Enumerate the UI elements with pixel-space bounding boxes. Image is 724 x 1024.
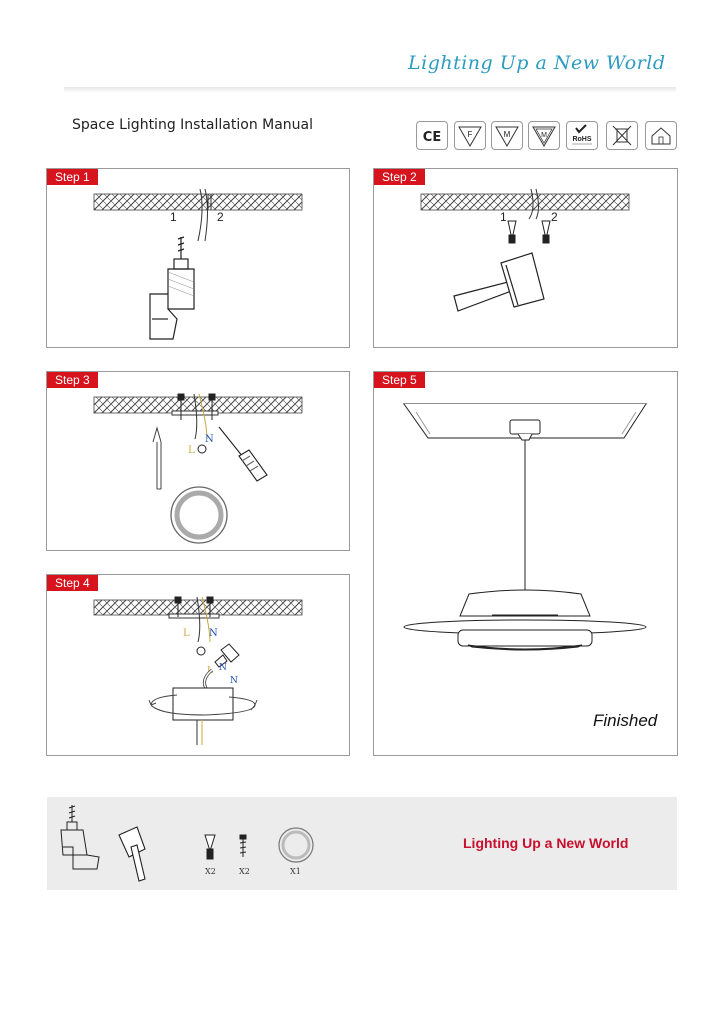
step-2-label: Step 2 <box>374 169 425 185</box>
up-arrow-icon <box>153 428 161 489</box>
hammer-icon <box>454 253 544 311</box>
anchor-screw-icon <box>205 835 215 859</box>
step-3-panel <box>46 371 350 551</box>
footer-parts-panel <box>47 797 677 890</box>
indoor-use-icon <box>645 121 677 150</box>
header-tagline: Lighting Up a New World <box>408 52 666 74</box>
hammer-icon <box>119 827 145 881</box>
screw-icon <box>240 835 246 857</box>
step-1-panel <box>46 168 350 348</box>
ground-terminal <box>198 445 206 453</box>
svg-text:L: L <box>207 666 213 676</box>
svg-text:L: L <box>183 628 190 639</box>
svg-text:2: 2 <box>217 210 224 224</box>
header-divider <box>64 87 676 93</box>
anchor-screw-icon <box>508 221 516 243</box>
drill-icon <box>150 237 194 339</box>
step-3-label: Step 3 <box>47 372 98 388</box>
svg-text:F: F <box>467 130 473 139</box>
mm-mark-icon <box>528 121 560 150</box>
mounting-ring-icon <box>279 828 313 862</box>
step-5-panel <box>373 371 678 756</box>
f-mark-icon <box>454 121 486 150</box>
ceiling-surface <box>421 194 629 210</box>
qty-ring: X1 <box>290 867 301 876</box>
ce-mark-icon <box>416 121 448 150</box>
footer-tagline: Lighting Up a New World <box>463 835 629 851</box>
rohs-icon <box>566 121 598 150</box>
drill-icon <box>61 805 99 869</box>
svg-text:N: N <box>219 663 227 673</box>
svg-text:M: M <box>503 130 511 139</box>
step-4-panel <box>46 574 350 756</box>
svg-text:N: N <box>209 628 218 639</box>
svg-text:1: 1 <box>170 210 177 224</box>
pendant-lamp <box>404 590 646 650</box>
svg-text:1: 1 <box>500 210 507 224</box>
qty-anchor: X2 <box>205 867 216 876</box>
step-1-label: Step 1 <box>47 169 98 185</box>
mounting-ring-icon <box>171 487 227 543</box>
svg-text:L: L <box>188 445 195 456</box>
step-2-panel <box>373 168 678 348</box>
svg-text:CE: CE <box>422 130 442 145</box>
step-4-label: Step 4 <box>47 575 98 591</box>
svg-text:N: N <box>230 676 238 686</box>
svg-text:N: N <box>205 434 214 445</box>
qty-screw: X2 <box>239 867 250 876</box>
anchor-screw-icon <box>542 221 550 243</box>
svg-text:2: 2 <box>551 210 558 224</box>
svg-text:RoHS: RoHS <box>572 136 592 143</box>
svg-text:M: M <box>541 132 547 139</box>
m-mark-icon <box>491 121 523 150</box>
ceiling-surface <box>94 194 302 210</box>
weee-bin-icon <box>606 121 638 150</box>
step-5-label: Step 5 <box>374 372 425 388</box>
ground-terminal <box>197 647 205 655</box>
page-title: Space Lighting Installation Manual <box>72 117 314 133</box>
screwdriver-icon <box>219 427 267 481</box>
certification-marks <box>416 121 678 149</box>
finished-label: Finished <box>593 711 658 730</box>
